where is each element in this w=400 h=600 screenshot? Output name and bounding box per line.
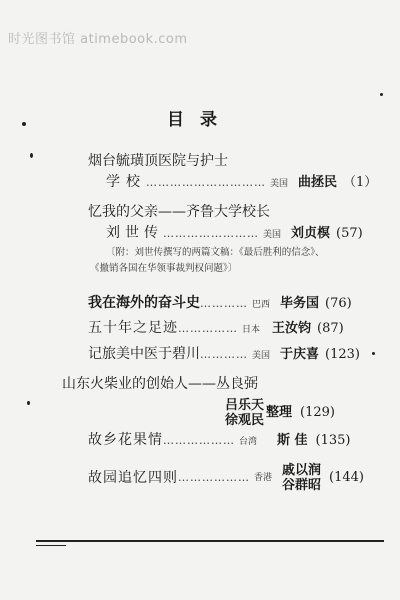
- entry-title-text: 故园追忆四则: [88, 470, 178, 486]
- author-stack: [282, 463, 321, 493]
- author-role: 整理: [266, 405, 293, 420]
- leader-dots: ……………………: [163, 227, 259, 240]
- page-number: (87): [317, 321, 344, 336]
- author-name: 毕务国: [280, 296, 320, 311]
- entry-note: 〔附：刘世传撰写的两篇文稿：《最后胜利的信念》、: [106, 247, 325, 258]
- toc-entry-detail: [225, 398, 335, 428]
- entry-title-text: 我在海外的奋斗史: [88, 295, 200, 311]
- margin-mark: [30, 153, 33, 158]
- leader-dots: ……………: [178, 322, 238, 335]
- entry-title-text: 刘世传: [106, 225, 163, 241]
- author-name: 王汝钧: [272, 321, 312, 336]
- page-number: （1）: [343, 175, 378, 190]
- leader-dots: …………: [200, 297, 248, 310]
- bottom-rule-short: [36, 545, 66, 546]
- entry-title-text: 五十年之足迹: [88, 320, 178, 336]
- entry-title-text: 故乡花果情: [88, 432, 163, 448]
- author-name: 刘贞榠: [291, 226, 331, 241]
- toc-title: 目录: [167, 110, 233, 130]
- author-name: 徐观民: [225, 413, 265, 428]
- page-number: (76): [325, 296, 352, 311]
- author-stack: [225, 398, 264, 428]
- country-label: 美国: [263, 230, 282, 240]
- leader-dots: …………: [200, 348, 248, 361]
- leader-dots: ………………: [178, 471, 250, 484]
- author-name: 斯 佳: [277, 433, 308, 448]
- entry-title-text: 学校: [106, 174, 146, 190]
- page-number: (135): [315, 433, 351, 448]
- toc-entry-detail: [106, 225, 363, 243]
- toc-entry-title: [88, 153, 228, 169]
- toc-entry: [88, 320, 344, 338]
- author-name: 谷群昭: [282, 478, 322, 493]
- country-label: 香港: [254, 473, 273, 483]
- leader-dots: …………………………: [146, 176, 266, 189]
- author-name: 于庆喜: [280, 347, 320, 362]
- entry-title-text: 烟台毓璜顶医院与护士: [88, 153, 228, 169]
- toc-entry: [88, 463, 364, 493]
- page-number: (129): [300, 405, 335, 420]
- toc-entry: [88, 432, 351, 450]
- author-name: 曲拯民: [298, 175, 338, 190]
- margin-mark: [27, 401, 30, 405]
- entry-title-text: 山东火柴业的创始人——丛良弼: [62, 376, 258, 392]
- page-number: (123): [325, 347, 360, 362]
- toc-entry-title: [88, 204, 270, 220]
- entry-title-text: 记旅美中医于碧川: [88, 346, 200, 362]
- bottom-rule: [36, 540, 384, 542]
- entry-title-text: 忆我的父亲——齐鲁大学校长: [88, 204, 270, 220]
- toc-entry-title: [62, 376, 258, 392]
- country-label: 巴西: [252, 300, 271, 310]
- leader-dots: ………………: [163, 434, 235, 447]
- entry-note: 《撤销各国在华领事裁判权问题》〕: [90, 263, 238, 274]
- country-label: 美国: [270, 179, 289, 189]
- author-name: 戚以润: [282, 463, 322, 478]
- country-label: 美国: [252, 351, 271, 361]
- toc-entry: [88, 346, 360, 364]
- margin-mark: [380, 93, 383, 96]
- toc-entry-detail: [106, 174, 377, 192]
- country-label: 台湾: [239, 437, 258, 447]
- page-number: (57): [336, 226, 363, 241]
- country-label: 日本: [242, 325, 261, 335]
- author-name: 吕乐天: [225, 398, 265, 413]
- toc-entry: [88, 295, 352, 313]
- watermark-text: 时光图书馆 atimebook.com: [8, 32, 188, 47]
- page-number: (144): [329, 470, 364, 485]
- margin-mark: [372, 352, 375, 355]
